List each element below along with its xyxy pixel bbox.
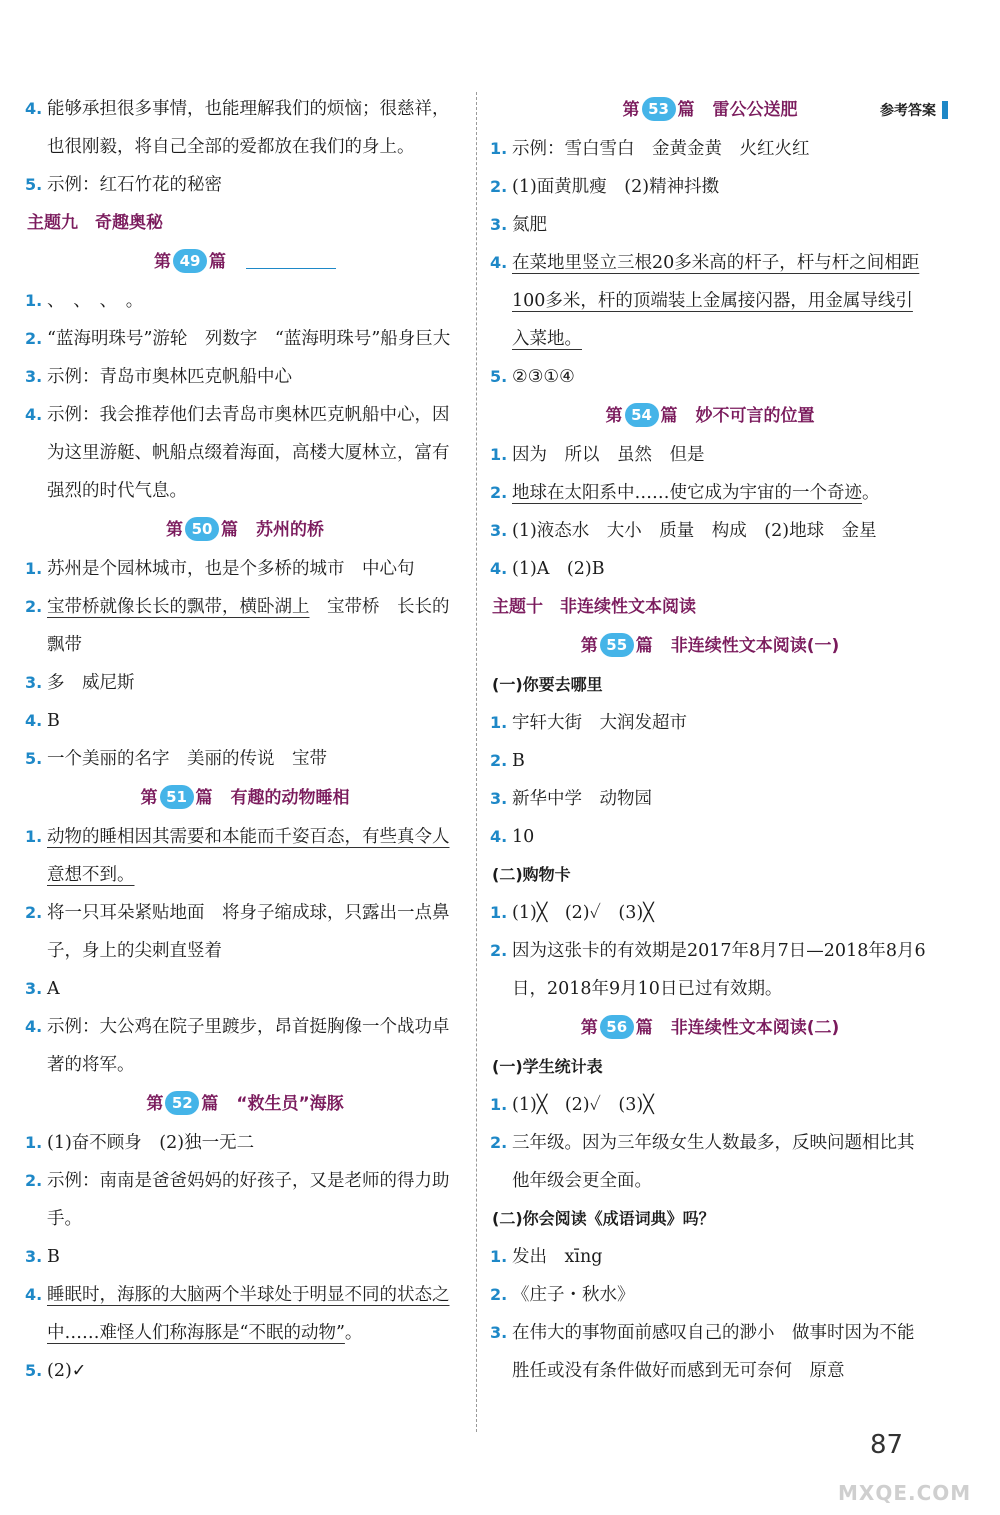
- watermark-text: MXQE.COM: [838, 1481, 972, 1505]
- article-heading-50: [25, 510, 465, 550]
- article-number-badge: 56: [600, 1015, 634, 1039]
- title-blank-line: [246, 248, 336, 269]
- answer-item: [490, 932, 930, 1008]
- item-number: 2 .: [25, 588, 42, 626]
- answer-item: [490, 894, 930, 932]
- article-suffix: 篇: [209, 252, 226, 272]
- item-number: 1 .: [490, 130, 507, 168]
- item-text: 10: [512, 827, 535, 847]
- article-title: 苏州的桥: [256, 520, 324, 540]
- article-number-badge: 51: [160, 785, 194, 809]
- item-number: 4 .: [490, 244, 507, 282]
- item-text: 《庄子・秋水》: [512, 1285, 635, 1305]
- item-number: 1 .: [490, 436, 507, 474]
- item-number: 2 .: [25, 320, 42, 358]
- item-text: 示例：雪白雪白 金黄金黄 火红火红: [512, 139, 810, 159]
- underlined-answer: 睡眠时，海豚的大脑两个半球处于明显不同的状态之中……难怪人们称海豚是“不眠的动物”: [47, 1285, 450, 1343]
- item-text: A: [47, 979, 60, 999]
- item-number: 1 .: [25, 550, 42, 588]
- item-text: (1)╳ (2)✓ (3)╳: [512, 903, 654, 923]
- article-prefix: 第: [166, 520, 183, 540]
- item-number: 5 .: [490, 358, 507, 396]
- item-text: ②③①④: [512, 367, 575, 387]
- answer-item: [490, 358, 930, 396]
- item-text: 。: [862, 483, 880, 503]
- item-text: (1)液态水 大小 质量 构成 (2)地球 金星: [512, 521, 877, 541]
- answer-item: [490, 1314, 930, 1390]
- answer-item: [490, 550, 930, 588]
- item-text: 发出 xīng: [512, 1247, 603, 1267]
- article-51-answers: [25, 818, 465, 1084]
- item-text: 示例：我会推荐他们去青岛市奥林匹克帆船中心，因为这里游艇、帆船点缀着海面，高楼大厦林立，富有强烈的时代气息。: [47, 405, 450, 501]
- right-column: [490, 90, 930, 1390]
- item-number: 2 .: [25, 1162, 42, 1200]
- item-number: 4 .: [25, 1008, 42, 1046]
- article-title: 妙不可言的位置: [695, 406, 815, 426]
- answer-item: [25, 1276, 465, 1352]
- item-text: 、 、 、 。: [47, 291, 144, 311]
- article-title: 非连续性文本阅读(二): [670, 1018, 840, 1038]
- article-suffix: 篇: [201, 1094, 219, 1114]
- item-number: 3 .: [490, 1314, 507, 1352]
- item-text: (2)✓: [47, 1361, 87, 1381]
- article-suffix: 篇: [635, 1018, 653, 1038]
- article-prefix: 第: [580, 636, 598, 656]
- answer-item: [490, 168, 930, 206]
- item-text: 宇轩大街 大润发超市: [512, 713, 687, 733]
- article-heading-49: [25, 242, 465, 282]
- item-text: 宝带桥 长长的飘带: [47, 597, 450, 655]
- item-number: 4 .: [25, 702, 42, 740]
- item-number: 3 .: [490, 512, 507, 550]
- article-56-part-1-answers: [490, 1086, 930, 1200]
- item-number: 2 .: [490, 1276, 507, 1314]
- article-prefix: 第: [622, 100, 640, 120]
- article-52-answers: [25, 1124, 465, 1390]
- article-50-answers: [25, 550, 465, 778]
- article-number-badge: 55: [600, 633, 634, 657]
- article-56-part-2-answers: [490, 1238, 930, 1390]
- item-text: 能够承担很多事情，也能理解我们的烦恼；很慈祥，也很刚毅，将自己全部的爱都放在我们的身上。: [47, 99, 450, 157]
- article-55-part-2-answers: [490, 894, 930, 1008]
- item-number: 2 .: [490, 932, 507, 970]
- answer-item: [490, 130, 930, 168]
- item-text: 氮肥: [512, 215, 547, 235]
- article-suffix: 篇: [635, 636, 653, 656]
- item-text: B: [47, 1247, 60, 1267]
- answer-item: [25, 320, 465, 358]
- item-number: 5 .: [25, 740, 42, 778]
- article-title: 有趣的动物睡相: [230, 788, 350, 808]
- article-suffix: 篇: [195, 788, 213, 808]
- item-number: 5 .: [25, 166, 42, 204]
- answer-item: [25, 702, 465, 740]
- article-prefix: 第: [580, 1018, 598, 1038]
- underlined-answer: 宝带桥就像长长的飘带，横卧湖上: [47, 597, 310, 617]
- item-text: 多 威尼斯: [47, 673, 135, 693]
- item-number: 2 .: [25, 894, 42, 932]
- item-number: 4 .: [25, 1276, 42, 1314]
- answer-item: [490, 742, 930, 780]
- answer-item: [490, 474, 930, 512]
- item-number: 1 .: [490, 1086, 507, 1124]
- answer-item: [490, 780, 930, 818]
- article-prefix: 第: [605, 406, 623, 426]
- item-number: 3 .: [25, 664, 42, 702]
- answer-item: [490, 818, 930, 856]
- item-number: 3 .: [490, 780, 507, 818]
- item-text: 在伟大的事物面前感叹自己的渺小 做事时因为不能胜任或没有条件做好而感到无可奈何 原意: [512, 1323, 915, 1381]
- item-number: 1 .: [490, 1238, 507, 1276]
- header-accent-bar: [942, 101, 948, 119]
- article-number-badge: 49: [173, 249, 207, 273]
- answer-item: [25, 1238, 465, 1276]
- answer-item: [490, 206, 930, 244]
- section-heading: (二)购物卡: [492, 865, 571, 884]
- item-number: 3 .: [490, 206, 507, 244]
- theme-heading-9: 主题九 奇趣奥秘: [27, 213, 163, 233]
- article-number-badge: 52: [165, 1091, 199, 1115]
- section-heading: (一)学生统计表: [492, 1057, 603, 1076]
- page-number: 87: [870, 1430, 904, 1460]
- item-number: 2 .: [490, 474, 507, 512]
- answer-item: [25, 282, 465, 320]
- answer-item: [25, 90, 465, 166]
- section-heading: (二)你会阅读《成语词典》吗？: [492, 1209, 715, 1228]
- answer-item: [490, 512, 930, 550]
- article-prefix: 第: [154, 252, 171, 272]
- article-suffix: 篇: [677, 100, 695, 120]
- theme-heading-10: 主题十 非连续性文本阅读: [492, 597, 696, 617]
- article-suffix: 篇: [660, 406, 678, 426]
- underlined-answer: 动物的睡相因其需要和本能而千姿百态，有些真令人意想不到。: [47, 827, 450, 885]
- item-text: 。: [344, 1323, 363, 1343]
- item-text: 苏州是个园林城市，也是个多桥的城市 中心句: [47, 559, 415, 579]
- article-54-answers: [490, 436, 930, 588]
- item-text: 因为这张卡的有效期是2017年8月7日—2018年8月6日，2018年9月10日已过有效期。: [512, 941, 926, 999]
- item-text: (1)A (2)B: [512, 559, 605, 579]
- underlined-answer: 在菜地里竖立三根20多米高的杆子，杆与杆之间相距100多米，杆的顶端装上金属接闪器，用金属导线引入菜地。: [512, 253, 920, 349]
- article-prefix: 第: [140, 788, 158, 808]
- answer-item: [490, 436, 930, 474]
- item-text: 示例：大公鸡在院子里踱步，昂首挺胸像一个战功卓著的将军。: [47, 1017, 450, 1075]
- article-heading-55: [490, 626, 930, 666]
- answer-item: [25, 894, 465, 970]
- item-number: 4 .: [25, 90, 42, 128]
- item-text: 因为 所以 虽然 但是: [512, 445, 705, 465]
- article-title: 雷公公送肥: [712, 100, 798, 120]
- item-text: 示例：青岛市奥林匹克帆船中心: [47, 367, 292, 387]
- item-number: 4 .: [490, 550, 507, 588]
- article-title: 非连续性文本阅读(一): [670, 636, 840, 656]
- item-text: (1)╳ (2)✓ (3)╳: [512, 1095, 654, 1115]
- item-text: (1)奋不顾身 (2)独一无二: [47, 1133, 255, 1153]
- item-number: 1 .: [490, 704, 507, 742]
- answer-item: [490, 704, 930, 742]
- article-heading-54: [490, 396, 930, 436]
- item-text: 示例：南南是爸爸妈妈的好孩子，又是老师的得力助手。: [47, 1171, 450, 1229]
- item-text: B: [512, 751, 525, 771]
- article-49-answers: [25, 282, 465, 510]
- article-heading-51: [25, 778, 465, 818]
- answer-item: [490, 1124, 930, 1200]
- article-number-badge: 54: [625, 403, 659, 427]
- item-number: 5 .: [25, 1352, 42, 1390]
- underlined-answer: 地球在太阳系中……使它成为宇宙的一个奇迹: [512, 483, 862, 503]
- answer-item: [25, 1124, 465, 1162]
- answer-item: [25, 550, 465, 588]
- item-number: 3 .: [25, 1238, 42, 1276]
- item-number: 1 .: [25, 818, 42, 856]
- item-number: 2 .: [490, 742, 507, 780]
- article-53-answers: [490, 130, 930, 396]
- item-number: 1 .: [25, 282, 42, 320]
- item-text: 将一只耳朵紧贴地面 将身子缩成球，只露出一点鼻子，身上的尖刺直竖着: [47, 903, 450, 961]
- answer-item: [25, 664, 465, 702]
- item-number: 1 .: [490, 894, 507, 932]
- answer-item: [25, 818, 465, 894]
- item-number: 4 .: [490, 818, 507, 856]
- item-number: 3 .: [25, 358, 42, 396]
- answer-item: [490, 244, 930, 358]
- article-title: “救生员”海豚: [236, 1094, 344, 1114]
- item-text: 示例：红石竹花的秘密: [47, 175, 222, 195]
- item-number: 2 .: [490, 168, 507, 206]
- answer-item: [490, 1276, 930, 1314]
- article-heading-56: [490, 1008, 930, 1048]
- column-divider: [476, 92, 477, 1432]
- item-number: 2 .: [490, 1124, 507, 1162]
- answer-item: [490, 1086, 930, 1124]
- article-number-badge: 53: [642, 97, 676, 121]
- item-number: 1 .: [25, 1124, 42, 1162]
- answer-item: [25, 588, 465, 664]
- article-prefix: 第: [146, 1094, 164, 1114]
- answer-item: [25, 740, 465, 778]
- item-number: 3 .: [25, 970, 42, 1008]
- answer-item: [25, 396, 465, 510]
- article-heading-53: [490, 90, 930, 130]
- answer-item: [25, 358, 465, 396]
- item-text: 新华中学 动物园: [512, 789, 652, 809]
- header-label: 参考答案: [880, 103, 936, 119]
- item-text: 三年级。因为三年级女生人数最多，反映问题相比其他年级会更全面。: [512, 1133, 915, 1191]
- article-number-badge: 50: [185, 517, 219, 541]
- item-text: B: [47, 711, 60, 731]
- item-text: 一个美丽的名字 美丽的传说 宝带: [47, 749, 327, 769]
- answer-item: [25, 1008, 465, 1084]
- section-heading: (一)你要去哪里: [492, 675, 603, 694]
- answer-item: [490, 1238, 930, 1276]
- item-text: “蓝海明珠号”游轮 列数字 “蓝海明珠号”船身巨大: [47, 329, 451, 349]
- answer-item: [25, 166, 465, 204]
- article-55-part-1-answers: [490, 704, 930, 856]
- item-number: 4 .: [25, 396, 42, 434]
- answer-item: [25, 1352, 465, 1390]
- article-suffix: 篇: [221, 520, 238, 540]
- answer-item: [25, 1162, 465, 1238]
- answer-item: [25, 970, 465, 1008]
- item-text: (1)面黄肌瘦 (2)精神抖擞: [512, 177, 720, 197]
- article-heading-52: [25, 1084, 465, 1124]
- watermark-logo: [830, 1415, 980, 1505]
- left-column: [25, 90, 465, 1390]
